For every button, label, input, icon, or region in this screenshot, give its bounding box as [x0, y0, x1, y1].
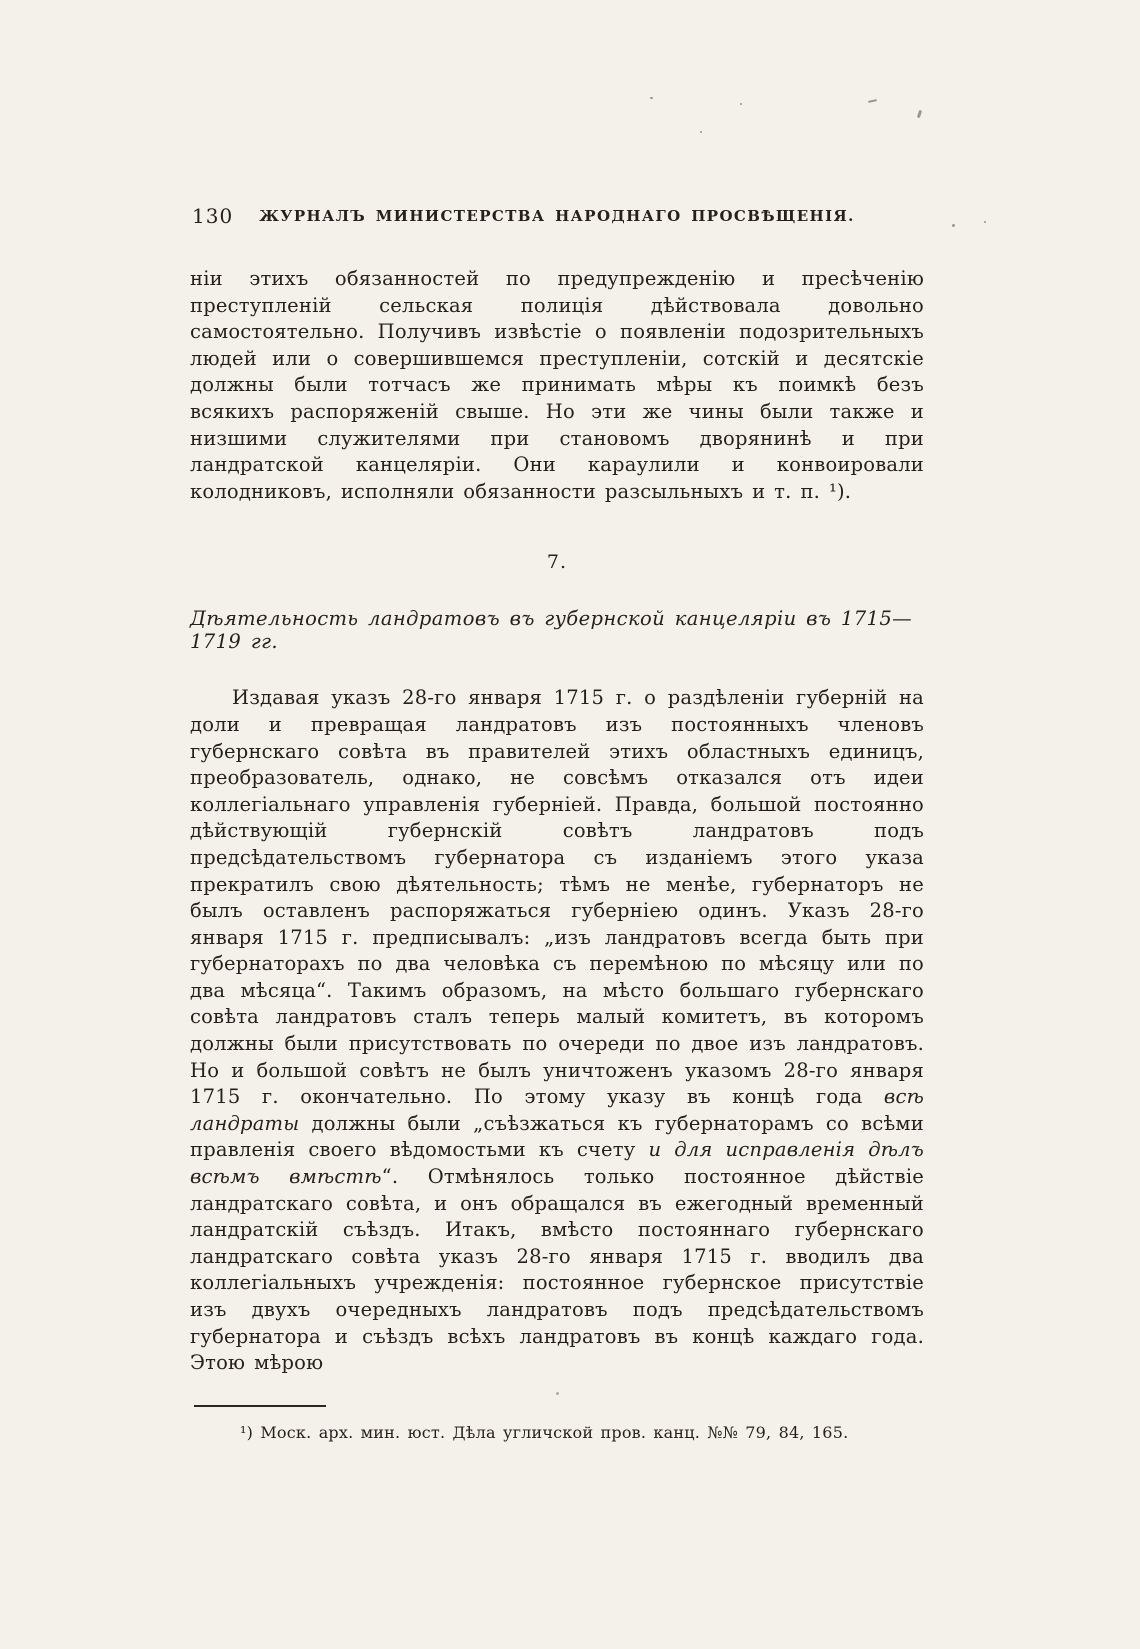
paragraph-text: ніи этихъ обязанностей по предупрежденію и пресѣченію преступленій сельская полиція дѣйствовала довольно самостоятельно. Получивъ извѣстіе о появленіи подозрительныхъ людей или о совершившемся преступленіи, сотскій и десятскіе должны были тотчасъ же принимать мѣры къ поимкѣ безъ всякихъ распоряженій свыше. Но эти же чины были также и низшими служителями при становомъ дворянинѣ и при ландратской канцеляріи. Они караулили и конвоировали колодниковъ, исполняли обязанности разсыльныхъ и т. п. ¹). — [190, 267, 924, 503]
scan-artifact — [868, 99, 877, 103]
page-number: 130 — [192, 204, 234, 228]
paragraph-landrat-decree — [190, 685, 924, 1376]
scan-artifact — [700, 131, 702, 133]
paragraph-segment: “. Отмѣнялось только постоянное дѣйствіе ландратскаго совѣта, и онъ обращался въ ежегодный временный ландратскій съѣздъ. Итакъ, вмѣсто постояннаго губернскаго ландратскаго совѣта указъ 28-го января 1715 г. вводилъ два коллегіальныхъ учрежденія: постоянное губернское присутствіе изъ двухъ очередныхъ ландратовъ подъ предсѣдательствомъ губернатора и съѣздъ всѣхъ ландратовъ въ концѣ каждаго года. Этою мѣрою — [190, 1165, 924, 1375]
footnote-separator-rule — [194, 1405, 326, 1407]
scan-artifact — [650, 97, 653, 99]
scan-artifact — [952, 224, 955, 227]
running-header-title: ЖУРНАЛЪ МИНИСТЕРСТВА НАРОДНАГО ПРОСВѢЩЕНІЯ. — [259, 207, 855, 225]
paragraph-segment: Издавая указъ 28-го января 1715 г. о раздѣленіи губерній на доли и превращая ландратовъ изъ постоянныхъ членовъ губернскаго совѣта въ правителей этихъ областныхъ единицъ, преобразователь, однако, не совсѣмъ отказался отъ идеи коллегіальнаго управленія губерніей. Правда, большой постоянно дѣйствующій губернскій совѣтъ ландратовъ подъ предсѣдательствомъ губернатора съ изданіемъ этого указа прекратилъ свою дѣятельность; тѣмъ не менѣе, губернаторъ не былъ оставленъ распоряжаться губерніею одинъ. Указъ 28-го января 1715 г. предписывалъ: „изъ ландратовъ всегда быть при губернаторахъ по два человѣка съ перемѣною по мѣсяцу или по два мѣсяца“. Такимъ образомъ, на мѣсто большаго губернскаго совѣта ландратовъ сталъ теперь малый комитетъ, въ которомъ должны были присутствовать по очереди по двое изъ ландратовъ. Но и большой совѣтъ не былъ уничтоженъ указомъ 28-го января 1715 г. окончательно. По этому указу въ концѣ года — [190, 686, 924, 1109]
paragraph-rural-police — [190, 266, 924, 505]
scan-artifact — [984, 221, 986, 223]
paragraph-segment-italic: и для исправленія дѣлъ всѣмъ вмѣстѣ — [190, 1138, 924, 1189]
paragraph-segment: должны были „съѣзжаться къ губернаторамъ со всѣми правленія своего вѣдомостьми къ счету — [190, 1111, 924, 1162]
page-header — [190, 204, 924, 230]
scan-artifact — [740, 103, 742, 105]
scan-artifact — [917, 110, 922, 119]
footnote-area — [190, 1405, 924, 1442]
section-heading: Дѣятельность ландратовъ въ губернской канцеляріи въ 1715—1719 гг. — [190, 607, 913, 654]
section-number: 7. — [546, 551, 568, 574]
footnote-text: ¹) Моск. арх. мин. юст. Дѣла угличской пров. канц. №№ 79, 84, 165. — [240, 1422, 849, 1442]
page-content — [190, 204, 924, 1442]
paragraph-segment-italic: всѣ ландраты — [190, 1085, 924, 1135]
